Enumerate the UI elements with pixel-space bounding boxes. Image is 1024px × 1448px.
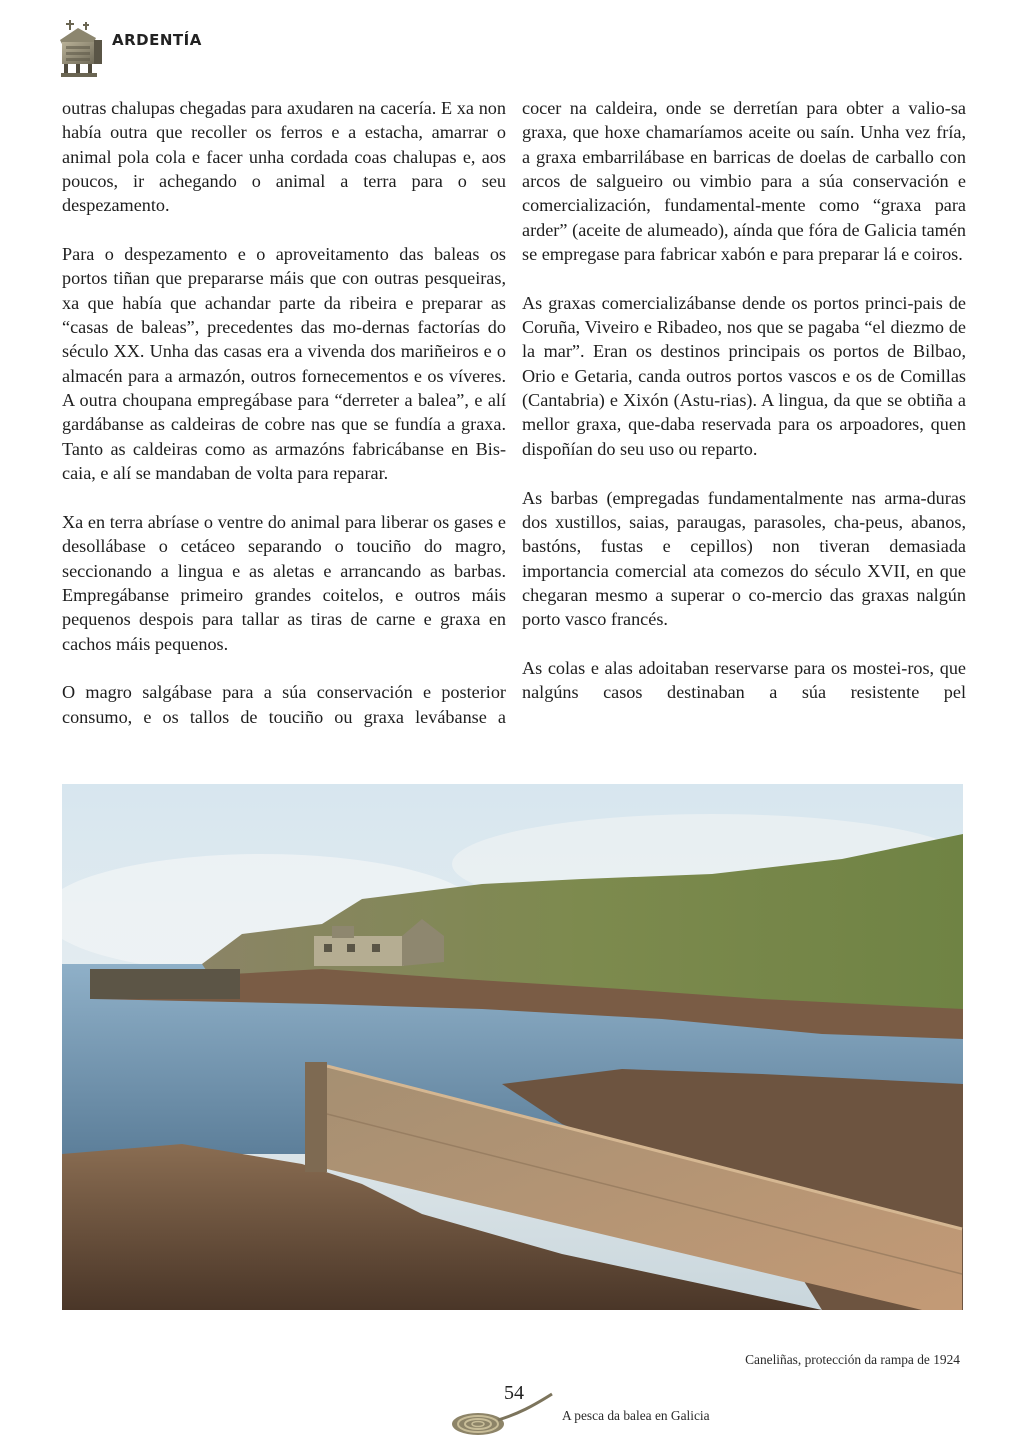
paragraph: outras chalupas chegadas para axudaren na cacería. E xa non había outra que recoller os ferros e a estacha, amarrar o animal pola cola e facer unha cordada coas chalupas e, aos poucos, ir achegando o animal a terra para o seu despezamento.: [62, 98, 506, 216]
paragraph: As barbas (empregadas fundamentalmente nas arma-duras dos xustillos, saias, paraugas, parasoles, cha-peus, abanos, bastóns, fustas e cepillos) non tiveran demasiada importancia comercial ata comezos do século XVII, en que chegaran mesmo a superar o co-mercio das graxas nalgún porto vasco francés.: [522, 487, 966, 630]
book-title: A pesca da balea en Galicia: [562, 1408, 710, 1423]
page-header: [56, 18, 202, 84]
figure-caption: Caneliñas, protección da rampa de 1924: [745, 1352, 960, 1367]
paragraph: Para o despezamento e o aproveitamento das baleas os portos tiñan que prepararse máis que con outras pesqueiras, xa que había que achandar parte da ribeira e preparar as “casas de baleas”, precedentes das mo-dernas factorías do século XX. Unha das casas era a vivenda dos mariñeiros e o almacén para a armazón, outros fornecementos e os víveres. A outra choupana empregábase para “derreter a balea”, e alí gardábanse as caldeiras de cobre nas que se fundía a graxa. Tanto as caldeiras como as armazóns fabricábanse en Bis-caia, e alí se mandaban de volta para reparar.: [62, 244, 506, 484]
paragraph: Xa en terra abríase o ventre do animal para liberar os gases e desollábase o cetáceo separando o touciño do magro, seccionando a lingua e as aletas e arrancando as barbas. Empregábanse primeiro grandes coitelos, e outros máis pequenos despois para tallar as tiras de carne e graxa en cachos máis pequenos.: [62, 511, 506, 654]
coiled-rope-icon: [448, 1388, 558, 1440]
right-column: [522, 96, 966, 705]
horreo-granary-icon: [56, 18, 106, 80]
left-column: [62, 96, 506, 729]
page-number: 54: [504, 1382, 524, 1404]
paragraph: cocer na caldeira, onde se derretían para obter a valio-sa graxa, que hoxe chamaríamos aceite ou saín. Unha vez fría, a graxa embarrilábase en barricas de doelas de carballo con arcos de salgueiro ou vimbio para a súa conservación e comercialización, fundamental-mente como “graxa para arder” (aceite de alumeado), aínda que fóra de Galicia tamén se empregase para fabricar xabón e para preparar lá e coiros.: [522, 98, 966, 265]
paragraph: As graxas comercializábanse dende os portos princi-pais de Coruña, Viveiro e Ribadeo, nos que se pagaba “el diezmo de la mar”. Eran os destinos principais os portos de Bilbao, Orio e Getaria, canda outros portos vascos e os de Comillas (Cantabria) e Xixón (Astu-rias). A lingua, da que se obtiña a mellor graxa, que-daba reservada para os arpoadores, quen dispoñían do seu uso ou reparto.: [522, 292, 966, 459]
harbour-wall: [90, 969, 240, 999]
publication-title: ARDENTÍA: [112, 31, 202, 49]
coastal-photo: [62, 784, 963, 1310]
paragraph: As colas e alas adoitaban reservarse para os mostei-ros, que nalgúns casos destinaban a súa resistente pel: [522, 657, 966, 703]
page-footer: [448, 1384, 748, 1444]
paragraph: O magro salgábase para a súa conservación e posterior consumo, e os tallos de touciño ou graxa levábanse a: [62, 682, 506, 727]
